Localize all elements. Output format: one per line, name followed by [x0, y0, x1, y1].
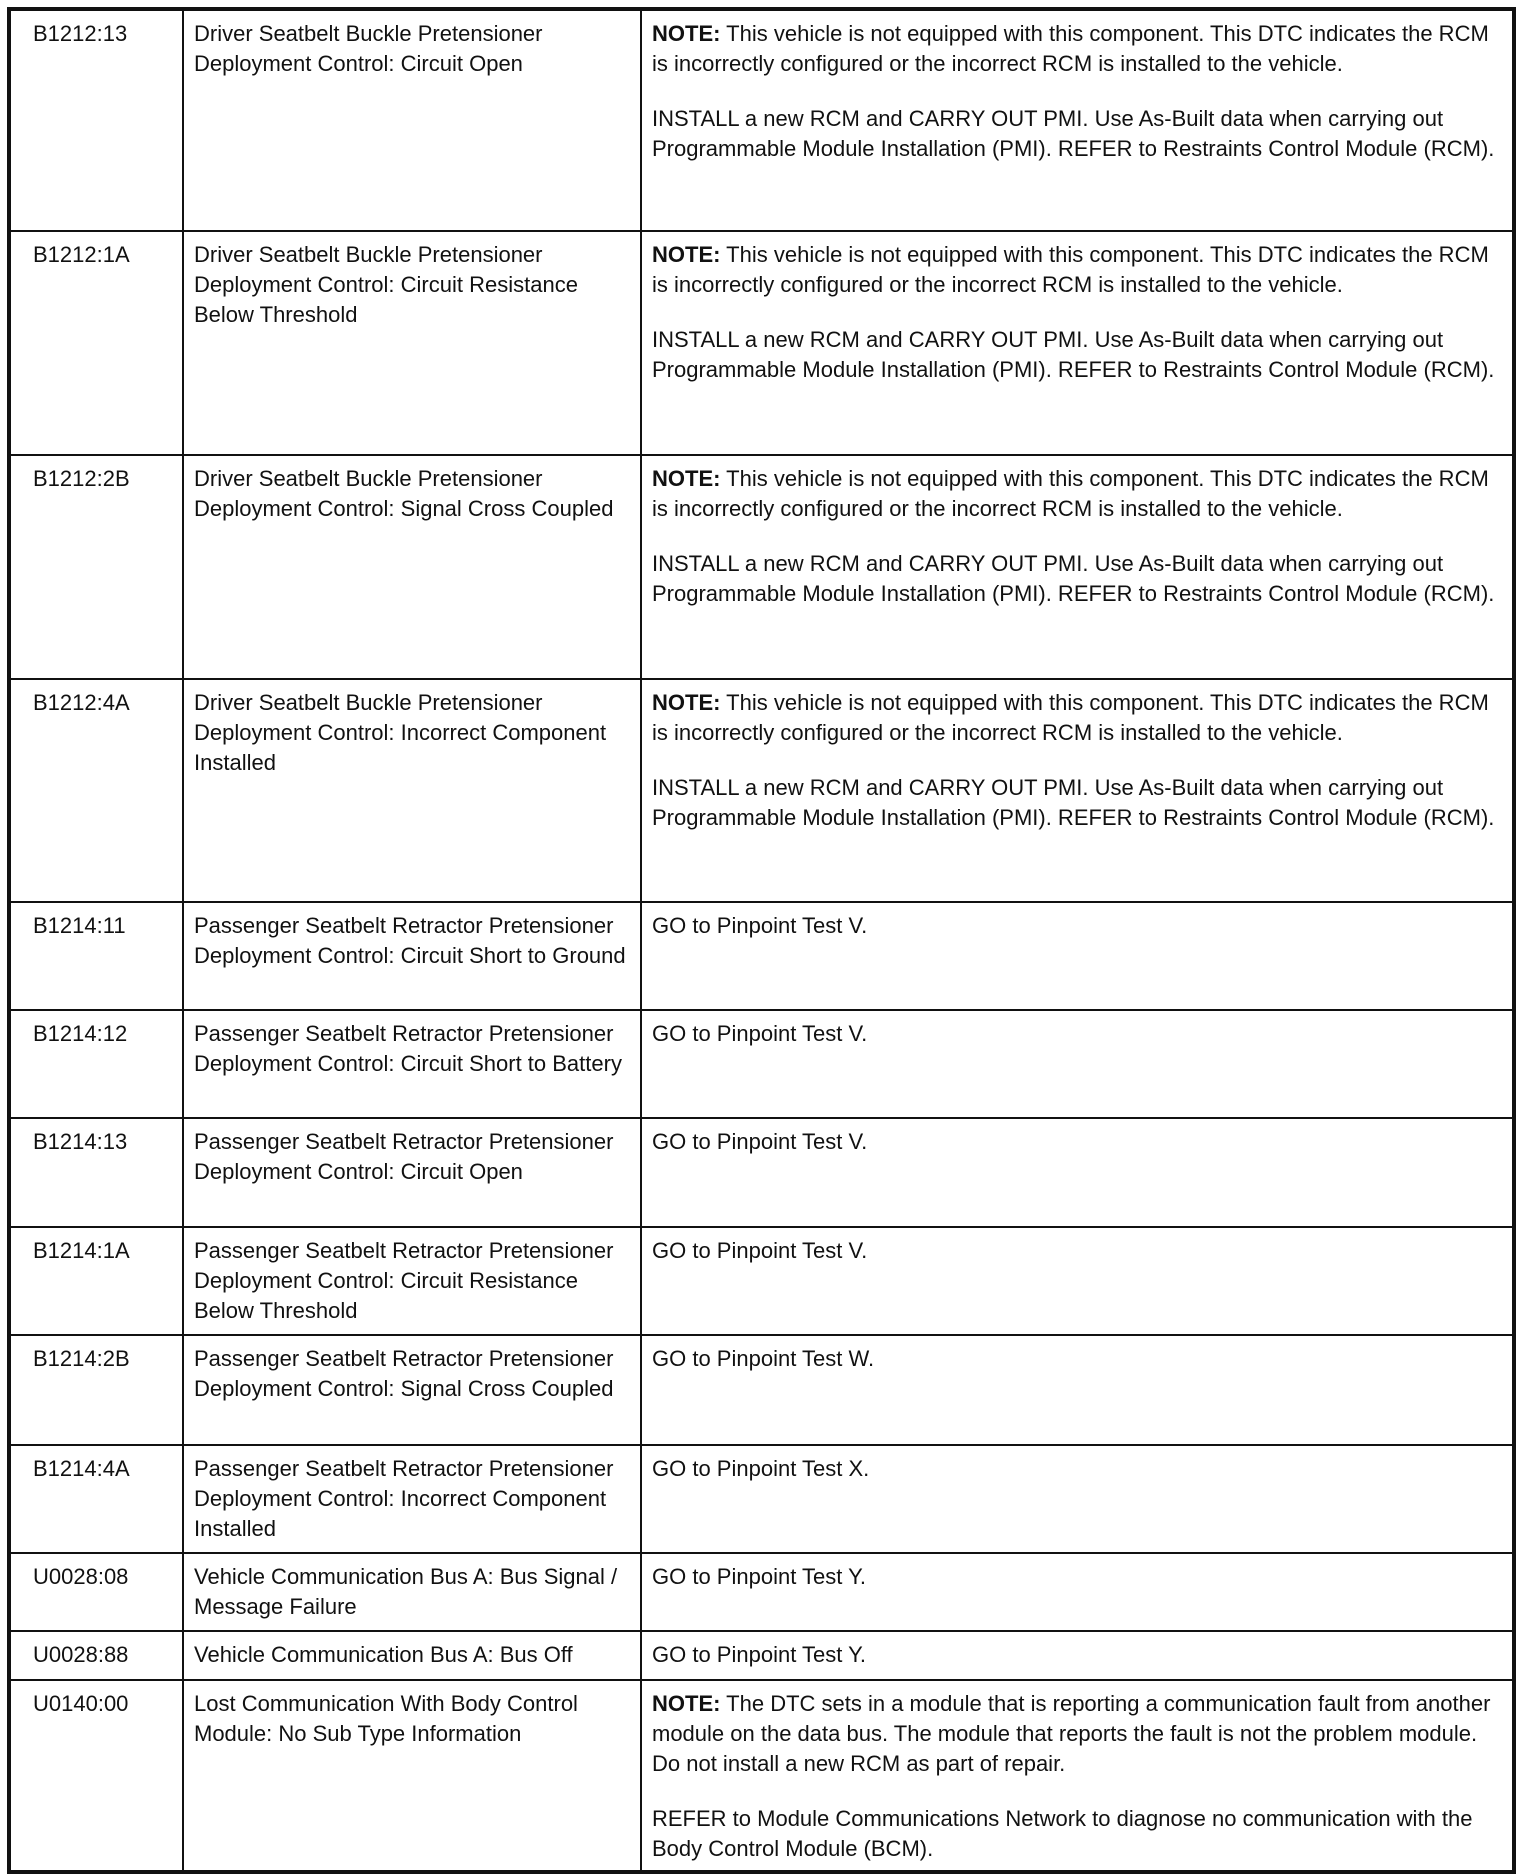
action-text: INSTALL a new RCM and CARRY OUT PMI. Use As-Built data when carrying out Programmable Module Installation (PMI). REFER to Restraints Control Module (RCM). — [652, 327, 1495, 382]
note-label: NOTE: — [652, 466, 721, 491]
action-text: GO to Pinpoint Test V. — [652, 1238, 868, 1263]
dtc-action — [641, 1631, 1514, 1680]
dtc-action — [641, 1553, 1514, 1631]
dtc-action — [641, 455, 1514, 679]
action-text: GO to Pinpoint Test V. — [652, 1021, 868, 1046]
action-text: GO to Pinpoint Test X. — [652, 1456, 870, 1481]
dtc-table — [7, 7, 1516, 1874]
dtc-description: Passenger Seatbelt Retractor Pretensioner Deployment Control: Circuit Open — [183, 1118, 641, 1227]
dtc-code: U0140:00 — [9, 1680, 183, 1872]
table-row — [9, 231, 1514, 455]
table-row — [9, 1010, 1514, 1118]
note — [652, 688, 1503, 748]
table-row — [9, 9, 1514, 231]
dtc-code: B1212:4A — [9, 679, 183, 902]
dtc-action — [641, 1680, 1514, 1872]
action-text: GO to Pinpoint Test W. — [652, 1346, 875, 1371]
note-label: NOTE: — [652, 1691, 721, 1716]
action-text: GO to Pinpoint Test Y. — [652, 1642, 867, 1667]
dtc-code: B1214:4A — [9, 1445, 183, 1553]
note-text: This vehicle is not equipped with this component. This DTC indicates the RCM is incorrectly configured or the incorrect RCM is installed to the vehicle. — [652, 242, 1489, 297]
dtc-description: Vehicle Communication Bus A: Bus Off — [183, 1631, 641, 1680]
note — [652, 19, 1503, 79]
table-row — [9, 455, 1514, 679]
dtc-description: Driver Seatbelt Buckle Pretensioner Deployment Control: Circuit Resistance Below Threshold — [183, 231, 641, 455]
dtc-action — [641, 1010, 1514, 1118]
note — [652, 464, 1503, 524]
dtc-action — [641, 1445, 1514, 1553]
table-row — [9, 1335, 1514, 1445]
dtc-code: B1214:12 — [9, 1010, 183, 1118]
dtc-code: U0028:88 — [9, 1631, 183, 1680]
dtc-action — [641, 679, 1514, 902]
dtc-description: Lost Communication With Body Control Module: No Sub Type Information — [183, 1680, 641, 1872]
dtc-description: Passenger Seatbelt Retractor Pretensioner Deployment Control: Circuit Resistance Below Threshold — [183, 1227, 641, 1335]
dtc-description: Driver Seatbelt Buckle Pretensioner Deployment Control: Signal Cross Coupled — [183, 455, 641, 679]
dtc-action — [641, 902, 1514, 1010]
dtc-code: B1214:1A — [9, 1227, 183, 1335]
dtc-code: B1214:13 — [9, 1118, 183, 1227]
table-row — [9, 1553, 1514, 1631]
note-label: NOTE: — [652, 21, 721, 46]
dtc-description: Driver Seatbelt Buckle Pretensioner Deployment Control: Incorrect Component Installed — [183, 679, 641, 902]
table-row — [9, 1631, 1514, 1680]
action-text: INSTALL a new RCM and CARRY OUT PMI. Use As-Built data when carrying out Programmable Module Installation (PMI). REFER to Restraints Control Module (RCM). — [652, 106, 1495, 161]
dtc-description: Passenger Seatbelt Retractor Pretensioner Deployment Control: Circuit Short to Ground — [183, 902, 641, 1010]
note — [652, 240, 1503, 300]
table-row — [9, 1227, 1514, 1335]
action-text: INSTALL a new RCM and CARRY OUT PMI. Use As-Built data when carrying out Programmable Module Installation (PMI). REFER to Restraints Control Module (RCM). — [652, 551, 1495, 606]
table-row — [9, 679, 1514, 902]
note-text: This vehicle is not equipped with this component. This DTC indicates the RCM is incorrectly configured or the incorrect RCM is installed to the vehicle. — [652, 21, 1489, 76]
dtc-action — [641, 1335, 1514, 1445]
note-text: The DTC sets in a module that is reporting a communication fault from another module on the data bus. The module that reports the fault is not the problem module. Do not install a new RCM as part of repair. — [652, 1691, 1491, 1776]
note-label: NOTE: — [652, 690, 721, 715]
dtc-description: Vehicle Communication Bus A: Bus Signal / Message Failure — [183, 1553, 641, 1631]
action-text: GO to Pinpoint Test V. — [652, 913, 868, 938]
dtc-code: B1212:13 — [9, 9, 183, 231]
action-text: REFER to Module Communications Network to diagnose no communication with the Body Control Module (BCM). — [652, 1806, 1473, 1861]
action-text: GO to Pinpoint Test Y. — [652, 1564, 867, 1589]
dtc-description: Passenger Seatbelt Retractor Pretensioner Deployment Control: Incorrect Component Installed — [183, 1445, 641, 1553]
table-row — [9, 902, 1514, 1010]
dtc-action — [641, 231, 1514, 455]
dtc-action — [641, 1118, 1514, 1227]
action-text: INSTALL a new RCM and CARRY OUT PMI. Use As-Built data when carrying out Programmable Module Installation (PMI). REFER to Restraints Control Module (RCM). — [652, 775, 1495, 830]
dtc-code: B1212:1A — [9, 231, 183, 455]
table-row — [9, 1118, 1514, 1227]
dtc-action — [641, 1227, 1514, 1335]
dtc-action — [641, 9, 1514, 231]
dtc-description: Passenger Seatbelt Retractor Pretensioner Deployment Control: Circuit Short to Battery — [183, 1010, 641, 1118]
note — [652, 1689, 1503, 1779]
action-text: GO to Pinpoint Test V. — [652, 1129, 868, 1154]
dtc-code: B1212:2B — [9, 455, 183, 679]
table-row — [9, 1445, 1514, 1553]
table-row — [9, 1680, 1514, 1872]
dtc-code: B1214:11 — [9, 902, 183, 1010]
dtc-description: Passenger Seatbelt Retractor Pretensioner Deployment Control: Signal Cross Coupled — [183, 1335, 641, 1445]
note-text: This vehicle is not equipped with this component. This DTC indicates the RCM is incorrectly configured or the incorrect RCM is installed to the vehicle. — [652, 690, 1489, 745]
dtc-code: B1214:2B — [9, 1335, 183, 1445]
note-label: NOTE: — [652, 242, 721, 267]
dtc-code: U0028:08 — [9, 1553, 183, 1631]
note-text: This vehicle is not equipped with this component. This DTC indicates the RCM is incorrectly configured or the incorrect RCM is installed to the vehicle. — [652, 466, 1489, 521]
dtc-description: Driver Seatbelt Buckle Pretensioner Deployment Control: Circuit Open — [183, 9, 641, 231]
